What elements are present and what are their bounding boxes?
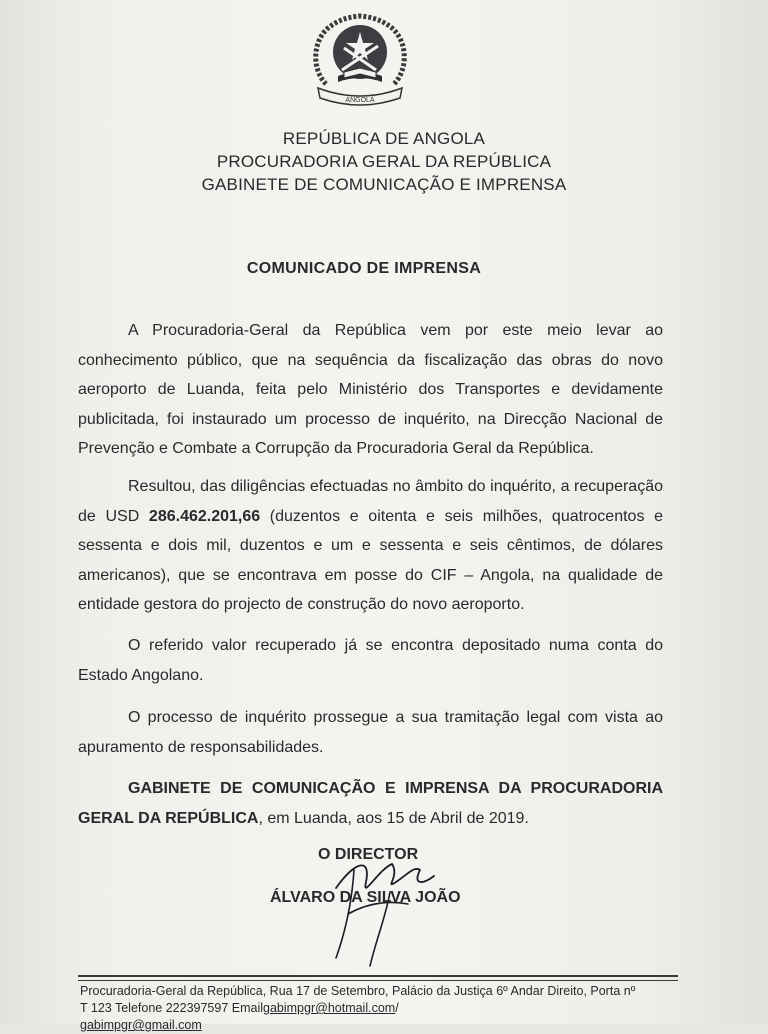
header-republic: REPÚBLICA DE ANGOLA <box>282 129 486 148</box>
signatory-role: O DIRECTOR <box>318 846 419 863</box>
footer-address <box>80 983 700 1034</box>
signatory-name: ÁLVARO DA SILVA JOÃO <box>270 889 461 906</box>
footer-email-link[interactable]: gabimpgr@hotmail.com <box>263 1001 396 1015</box>
paragraph-1-text: A Procuradoria-Geral da República vem por este meio levar ao conhecimento público, que na sequência da fiscalização das obras do novo aeroporto de Luanda, feita pelo Ministério dos Transportes e devidamente publicitada, foi instaurado um processo de inquérito, na Direcção Nacional de Prevenção e Combate a Corrupção da Procuradoria Geral da República. <box>78 322 663 457</box>
emblem-banner-text: ANGOLA <box>345 97 375 104</box>
footer-line-2-suffix: / <box>395 1001 399 1015</box>
paragraph-3 <box>78 631 663 690</box>
header-procuradoria: PROCURADORIA GERAL DA REPÚBLICA <box>216 152 552 171</box>
footer-email-link-2[interactable]: gabimpgr@gmail.com <box>80 1018 202 1032</box>
footer-phone: T 123 Telefone 222397597 Email <box>80 1001 264 1015</box>
footer-rule-thick <box>78 975 678 977</box>
paragraph-5 <box>78 774 663 833</box>
paragraph-1 <box>78 316 663 464</box>
recovered-amount: 286.462.201,66 <box>148 507 261 525</box>
paragraph-3-text: O referido valor recuperado já se encontra depositado numa conta do Estado Angolano. <box>78 637 663 684</box>
paragraph-4-text: O processo de inquérito prossegue a sua tramitação legal com vista ao apuramento de responsabilidades. <box>78 709 663 756</box>
paragraph-4 <box>78 703 663 762</box>
header-gabinete: GABINETE DE COMUNICAÇÃO E IMPRENSA <box>201 175 567 194</box>
place-and-date: , em Luanda, aos 15 de Abril de 2019. <box>258 809 529 827</box>
angola-coat-of-arms-icon <box>308 12 412 112</box>
paragraph-2-start: Resultou, das diligências efectuadas no âmbito do inquérito, a recuperação de USD <box>78 478 663 525</box>
paragraph-2 <box>78 472 663 620</box>
paragraph-2-end: (duzentos e oitenta e seis milhões, quatrocentos e sessenta e dois mil, duzentos e um e sessenta e seis cêntimos, de dólares americanos), que se encontrava em posse do CIF – Angola, na qualidade de entidade gestora do projecto de construção do novo aeroporto. <box>78 507 664 613</box>
issuer-name: GABINETE DE COMUNICAÇÃO E IMPRENSA DA PROCURADORIA GERAL DA REPÚBLICA <box>78 780 663 827</box>
footer-line-1: Procuradoria-Geral da República, Rua 17 de Setembro, Palácio da Justiça 6º Andar Direito, Porta nº <box>80 984 636 998</box>
handwritten-signature-icon <box>296 830 446 970</box>
document-title: COMUNICADO DE IMPRENSA <box>246 260 482 277</box>
footer-rule-thin <box>78 980 678 981</box>
footer-line-2 <box>80 1000 700 1017</box>
